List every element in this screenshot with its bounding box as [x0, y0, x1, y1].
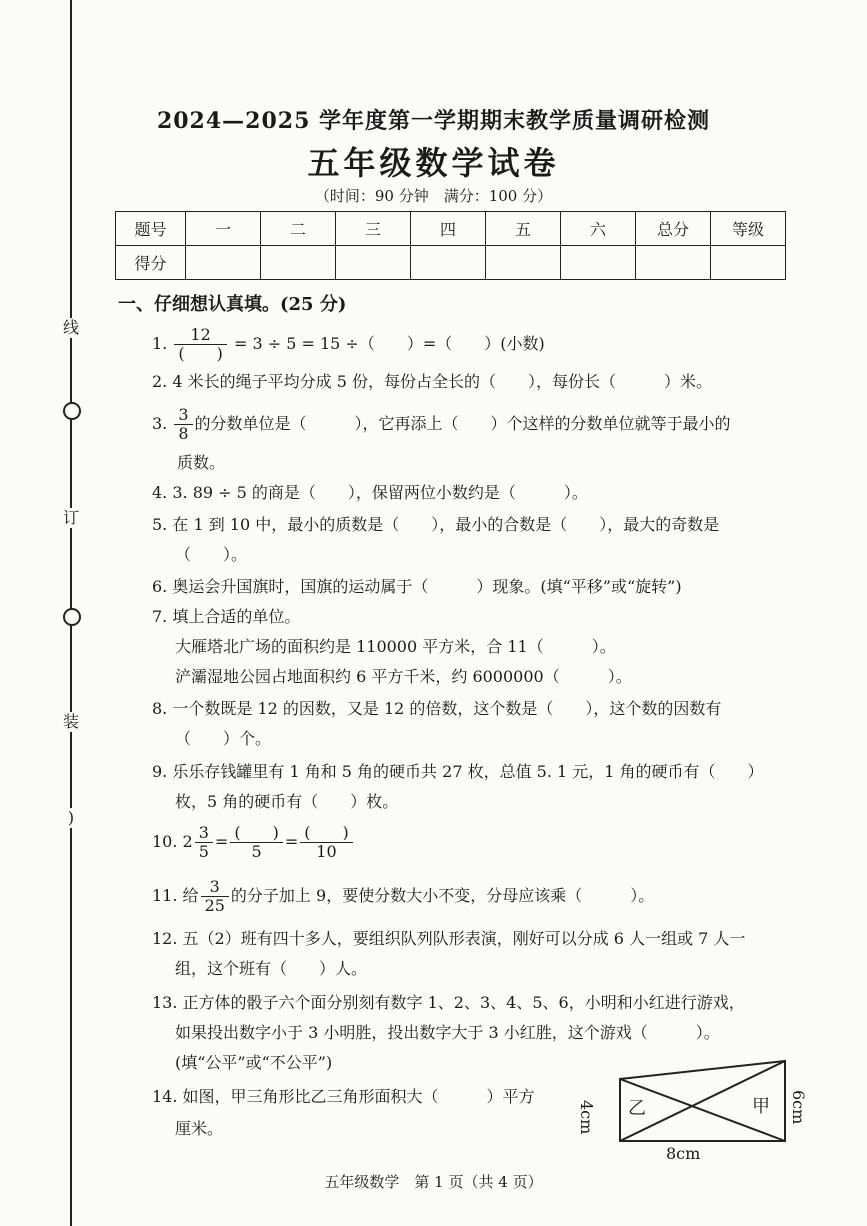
score-cell[interactable] — [261, 246, 336, 280]
question-4: 4. 3. 89 ÷ 5 的商是（ ），保留两位小数约是（ ）。 — [152, 483, 588, 502]
question-2: 2. 4 米长的绳子平均分成 5 份，每份占全长的（ ），每份长（ ）米。 — [152, 372, 712, 391]
exam-meta: （时间：90 分钟 满分：100 分） — [314, 187, 553, 205]
question-7-line2: 大雁塔北广场的面积约是 110000 平方米，合 11（ ）。 — [175, 637, 616, 656]
score-header-cell: 四 — [411, 212, 486, 246]
score-cell[interactable] — [186, 246, 261, 280]
question-9-line2: 枚，5 角的硬币有（ ）枚。 — [175, 792, 399, 811]
question-8: 8. 一个数既是 12 的因数，又是 12 的倍数，这个数是（ ），这个数的因数有 — [152, 699, 722, 718]
question-text: 的分子加上 9，要使分数大小不变，分母应该乘（ ）。 — [230, 886, 655, 905]
figure-bottom-length: 8cm — [666, 1144, 701, 1163]
question-number: 1. — [152, 334, 168, 353]
section-title: 一、仔细想认真填。(25 分) — [118, 294, 347, 315]
question-13-line3: (填“公平”或“不公平”) — [175, 1053, 333, 1072]
binding-circle — [63, 608, 81, 626]
score-header-cell: 三 — [336, 212, 411, 246]
question-number: 3. — [152, 414, 168, 433]
question-5-line2: （ ）。 — [175, 545, 248, 564]
question-text: = 3 ÷ 5 = 15 ÷（ ）=（ ）(小数) — [233, 334, 545, 353]
trapezoid-figure — [590, 1058, 820, 1170]
fraction: $\frac{3}{5}$ — [195, 824, 213, 861]
question-11: 11. 给 $\frac{3}{25}$ 的分子加上 9，要使分数大小不变，分母应该乘（ ）。 — [152, 877, 655, 915]
score-header-cell: 总分 — [636, 212, 711, 246]
binding-circle — [63, 402, 81, 420]
question-14: 14. 如图，甲三角形比乙三角形面积大（ ）平方 — [152, 1087, 535, 1106]
figure-label-yi: 乙 — [628, 1098, 646, 1119]
score-header-cell: 等级 — [711, 212, 786, 246]
question-6: 6. 奥运会升国旗时，国旗的运动属于（ ）现象。(填“平移”或“旋转”) — [152, 577, 682, 596]
exam-subtitle: 五年级数学试卷 — [307, 144, 560, 182]
binding-char-zhuang: 装 — [62, 712, 79, 731]
question-8-line2: （ ）个。 — [175, 729, 272, 748]
question-12: 12. 五（2）班有四十多人，要组织队列队形表演，刚好可以分成 6 人一组或 7 人一 — [152, 929, 746, 948]
score-row-label: 得分 — [116, 246, 186, 280]
question-3-line2: 质数。 — [177, 453, 226, 472]
question-9: 9. 乐乐存钱罐里有 1 角和 5 角的硬币共 27 枚，总值 5. 1 元，1 角的硬币有（ ） — [152, 762, 764, 781]
binding-char-ding: 订 — [62, 508, 79, 527]
question-text: 的分数单位是（ ），它再添上（ ）个这样的分数单位就等于最小的 — [194, 414, 731, 433]
fraction: $\frac{( )}{10}$ — [300, 824, 353, 861]
fraction: $\frac{3}{25}$ — [201, 878, 229, 915]
figure-label-jia: 甲 — [752, 1096, 770, 1117]
score-table — [115, 211, 786, 280]
question-number: 10. — [152, 832, 178, 851]
question-3 — [152, 406, 731, 443]
whole-number: 2 — [182, 832, 193, 851]
question-13: 13. 正方体的骰子六个面分别刻有数字 1、2、3、4、5、6，小明和小红进行游戏， — [152, 993, 745, 1012]
score-header-cell: 五 — [486, 212, 561, 246]
score-table-score-row — [116, 246, 786, 280]
figure-right-length: 6cm — [789, 1090, 808, 1125]
binding-paren: ) — [62, 808, 80, 828]
score-table-header-row — [116, 212, 786, 246]
score-cell[interactable] — [486, 246, 561, 280]
score-header-cell: 六 — [561, 212, 636, 246]
fraction: $\frac{12}{( )}$ — [174, 326, 227, 363]
question-10: 10. 2 $\frac{3}{5}$ = $\frac{( )}{5}$ = $\frac{( )}{10}$ — [152, 824, 355, 861]
question-number: 11. — [152, 886, 178, 905]
question-12-line2: 组，这个班有（ ）人。 — [175, 959, 368, 978]
question-13-line2: 如果投出数字小于 3 小明胜，投出数字大于 3 小红胜，这个游戏（ ）。 — [175, 1023, 720, 1042]
question-14-line2: 厘米。 — [175, 1119, 224, 1138]
exam-title: 2024—2025 学年度第一学期期末教学质量调研检测 — [156, 108, 711, 134]
question-5: 5. 在 1 到 10 中，最小的质数是（ ），最小的合数是（ ），最大的奇数是 — [152, 515, 720, 534]
score-header-cell: 题号 — [116, 212, 186, 246]
score-cell[interactable] — [411, 246, 486, 280]
page-footer: 五年级数学 第 1 页（共 4 页） — [324, 1173, 543, 1191]
figure-left-length: 4cm — [577, 1100, 596, 1135]
score-cell[interactable] — [711, 246, 786, 280]
question-7: 7. 填上合适的单位。 — [152, 607, 301, 626]
score-header-cell: 一 — [186, 212, 261, 246]
fraction: $\frac{( )}{5}$ — [230, 824, 283, 861]
score-cell[interactable] — [561, 246, 636, 280]
question-7-line3: 浐灞湿地公园占地面积约 6 平方千米，约 6000000（ ）。 — [175, 667, 632, 686]
question-1 — [152, 326, 545, 363]
score-cell[interactable] — [636, 246, 711, 280]
score-cell[interactable] — [336, 246, 411, 280]
binding-char-xian: 线 — [62, 318, 79, 337]
score-header-cell: 二 — [261, 212, 336, 246]
fraction: $\frac{3}{8}$ — [174, 406, 192, 443]
